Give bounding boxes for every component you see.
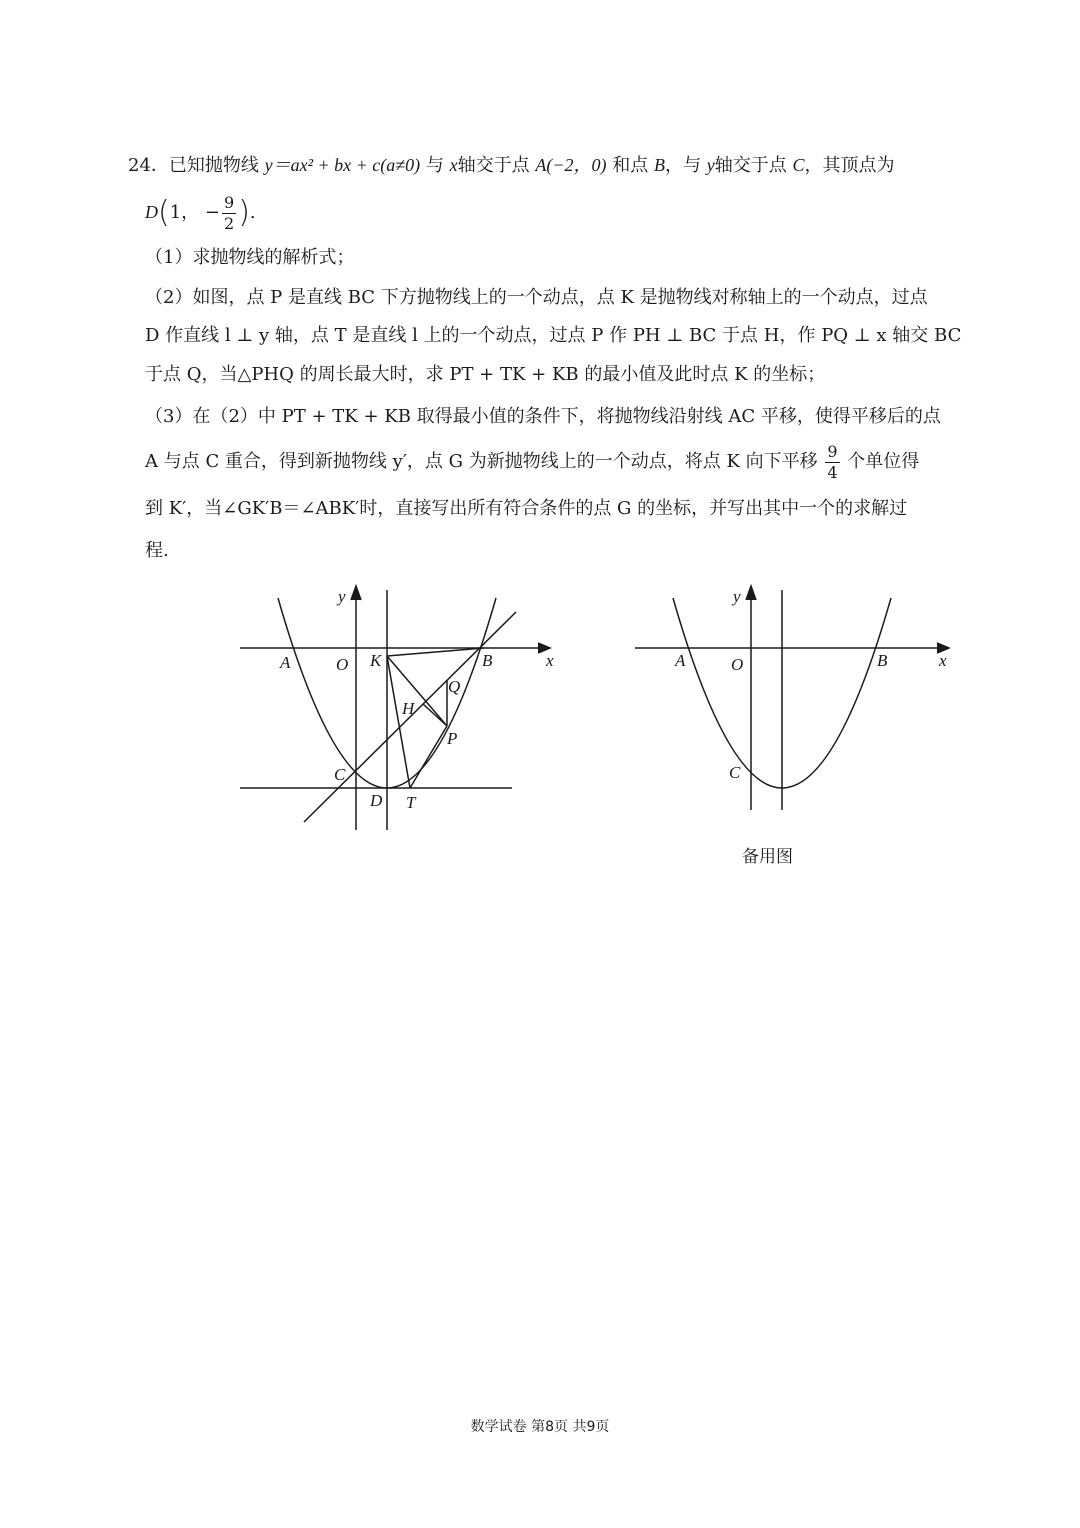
- point-c-ref: C: [792, 155, 805, 175]
- y-axis-var: y: [706, 155, 715, 175]
- fraction-numerator: 9: [827, 441, 838, 461]
- text-fragment: 轴交于点: [457, 155, 530, 176]
- label-p: P: [447, 729, 458, 748]
- label-k: K: [370, 651, 382, 670]
- part-3-line-4: 程.: [145, 540, 169, 561]
- vertex-x: 1，: [169, 202, 200, 223]
- part-1: （1）求抛物线的解析式；: [145, 247, 355, 268]
- text-fragment: 和点: [612, 155, 649, 176]
- label-d: D: [370, 791, 383, 810]
- y-axis-arrow: [351, 586, 361, 600]
- label-t: T: [406, 793, 416, 812]
- label-y: y: [338, 587, 346, 606]
- fraction-denominator: 4: [827, 462, 838, 482]
- label-c: C: [729, 763, 741, 782]
- part-3-line-3: 到 K′，当∠GK′B＝∠ABK′时，直接写出所有符合条件的点 G 的坐标，并写出其中一个的求解过: [145, 498, 908, 519]
- text-fragment: 个单位得: [847, 451, 920, 472]
- right-paren: ): [238, 195, 250, 230]
- figure-2-caption: 备用图: [742, 847, 793, 867]
- text-fragment: 轴交于点: [714, 155, 787, 176]
- point-a: A(−2，0): [535, 155, 607, 175]
- point-b-ref: B: [653, 155, 665, 175]
- label-x: x: [939, 651, 947, 670]
- label-b: B: [482, 651, 493, 670]
- segment-kt: [387, 656, 410, 788]
- equation: y＝ax² + bx + c(a≠0): [264, 155, 421, 175]
- part-2-line-1: （2）如图，点 P 是直线 BC 下方抛物线上的一个动点，点 K 是抛物线对称轴上的一个动点，过点: [145, 287, 928, 308]
- text-fragment: ．已知抛物线: [150, 155, 259, 176]
- fraction-denominator: 2: [224, 213, 235, 233]
- fraction-numerator: 9: [224, 192, 235, 212]
- part-3-line-2: [145, 442, 919, 482]
- vertex-sign: −: [204, 202, 220, 223]
- text-fragment: ，其顶点为: [804, 155, 895, 176]
- vertex-fraction: [222, 192, 236, 233]
- period: .: [249, 202, 256, 223]
- shift-fraction: [825, 441, 839, 482]
- vertex-label: D: [145, 202, 158, 222]
- segment-kp: [387, 656, 447, 726]
- text-fragment: A 与点 C 重合，得到新抛物线 y′，点 G 为新抛物线上的一个动点，将点 K 向下平移: [145, 451, 818, 472]
- label-c: C: [334, 765, 346, 784]
- part-2-line-3: 于点 Q，当△PHQ 的周长最大时，求 PT + TK + KB 的最小值及此时点 K 的坐标；: [145, 364, 826, 385]
- label-x: x: [546, 651, 554, 670]
- text-fragment: ，与: [664, 155, 701, 176]
- part-3-line-1: （3）在（2）中 PT + TK + KB 取得最小值的条件下，将抛物线沿射线 AC 平移，使得平移后的点: [145, 406, 941, 427]
- figure-1: [230, 580, 570, 840]
- problem-number: 24: [128, 155, 151, 176]
- segment-kb: [387, 648, 484, 656]
- page-footer: 数学试卷 第8页 共9页: [470, 1419, 610, 1435]
- figure-2: [625, 580, 965, 820]
- label-o: O: [336, 655, 349, 674]
- label-y: y: [733, 587, 741, 606]
- y-axis-arrow: [746, 586, 756, 600]
- problem-line-2: [145, 192, 256, 233]
- problem-line-1: [128, 152, 894, 179]
- part-2-line-2: D 作直线 l ⊥ y 轴，点 T 是直线 l 上的一个动点，过点 P 作 PH ⊥ BC 于点 H，作 PQ ⊥ x 轴交 BC: [145, 325, 962, 346]
- segment-pt: [410, 726, 447, 788]
- label-a: A: [280, 653, 291, 672]
- label-h: H: [402, 699, 415, 718]
- left-paren: (: [158, 195, 170, 230]
- label-a: A: [675, 651, 686, 670]
- text-fragment: 与: [425, 155, 444, 176]
- label-q: Q: [448, 677, 461, 696]
- label-o: O: [731, 655, 744, 674]
- label-b: B: [877, 651, 888, 670]
- x-axis-var: x: [449, 155, 458, 175]
- segment-ph: [423, 704, 447, 726]
